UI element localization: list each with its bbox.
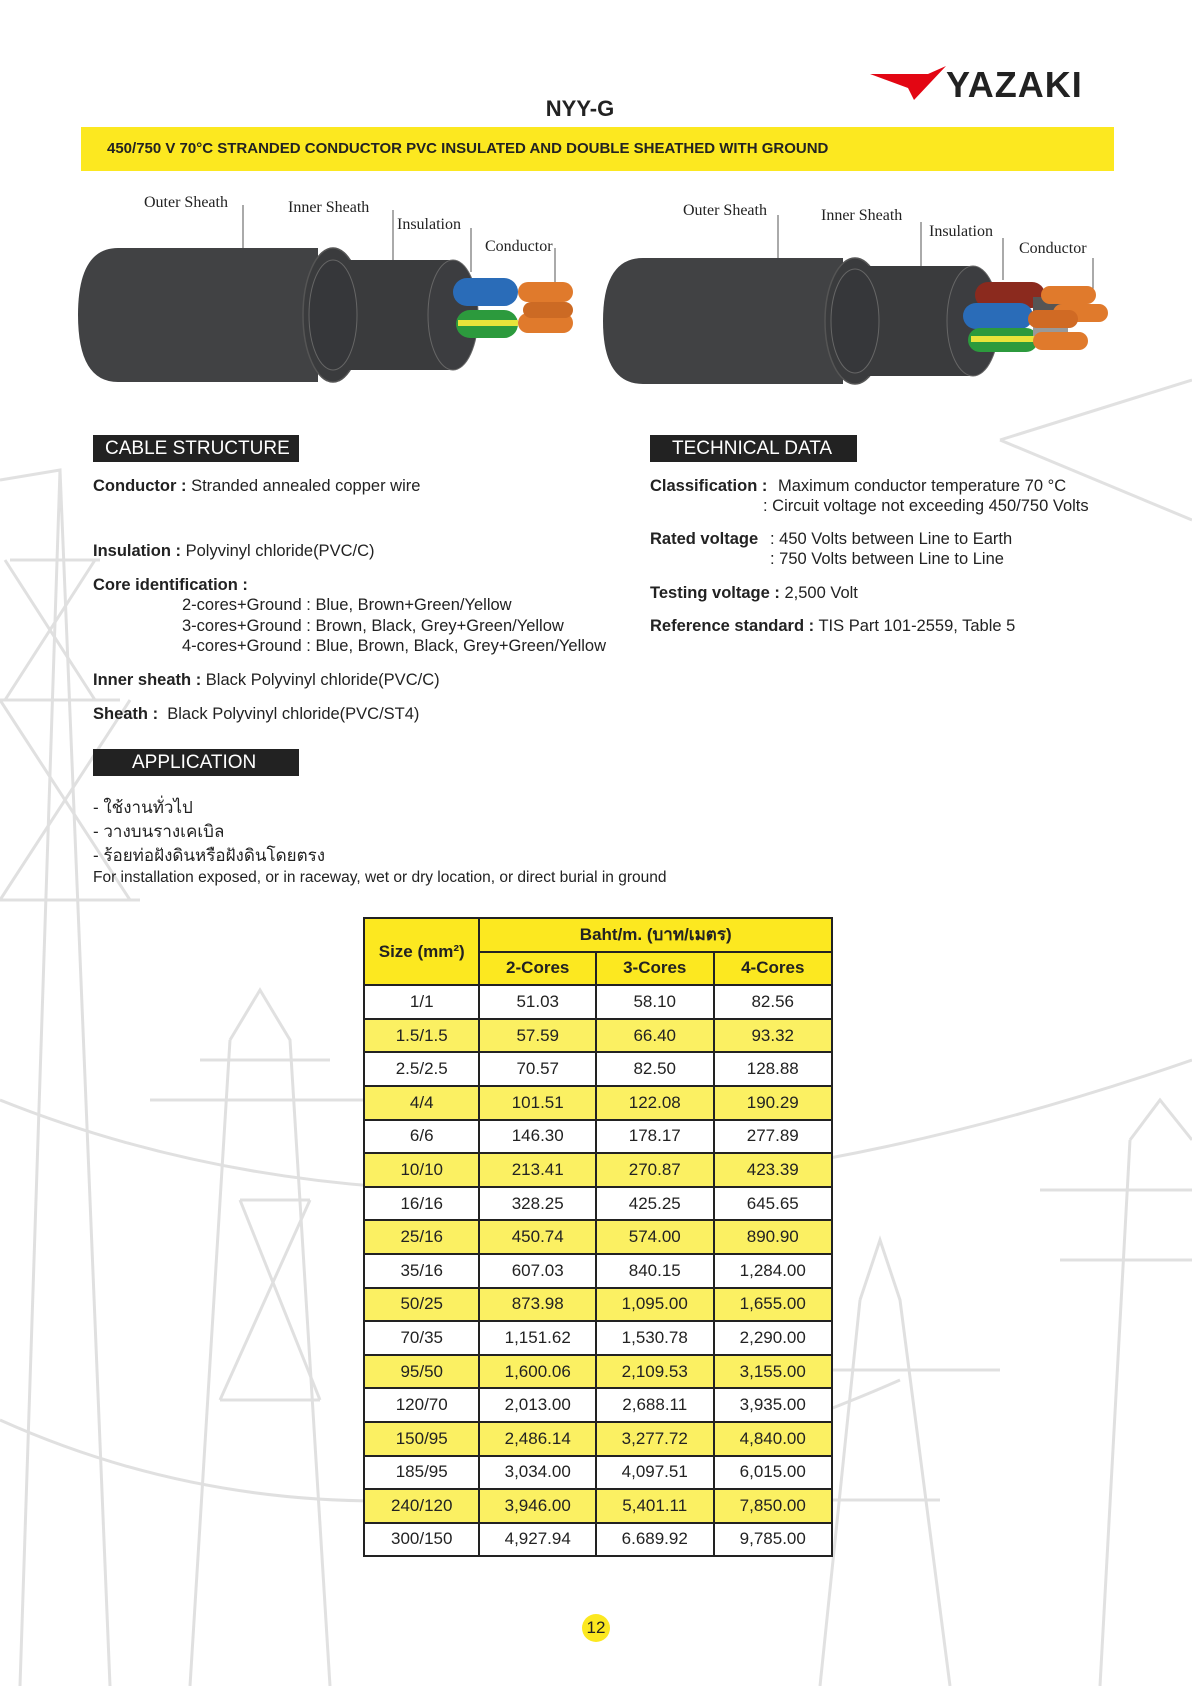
size-cell: 70/35 (364, 1321, 479, 1355)
price-cell: 57.59 (479, 1019, 596, 1053)
price-cell: 3,277.72 (596, 1422, 714, 1456)
table-row (364, 1187, 832, 1221)
classification-line: : Circuit voltage not exceeding 450/750 Volts (763, 497, 1089, 515)
price-cell: 93.32 (714, 1019, 833, 1053)
size-cell: 25/16 (364, 1220, 479, 1254)
core-identification-line: 4-cores+Ground : Blue, Brown, Black, Grey+Green/Yellow (182, 637, 607, 655)
table-row (364, 1321, 832, 1355)
inner-sheath-value: Black Polyvinyl chloride(PVC/C) (205, 671, 440, 689)
price-cell: 3,155.00 (714, 1355, 833, 1389)
price-cell: 1,095.00 (596, 1288, 714, 1322)
price-table-body (364, 985, 832, 1556)
size-cell: 1/1 (364, 985, 479, 1019)
classification-line: Maximum conductor temperature 70 °C (778, 477, 1067, 495)
size-cell: 95/50 (364, 1355, 479, 1389)
table-row (364, 1388, 832, 1422)
price-cell: 607.03 (479, 1254, 596, 1288)
price-cell: 645.65 (714, 1187, 833, 1221)
size-cell: 2.5/2.5 (364, 1052, 479, 1086)
price-cell: 3,946.00 (479, 1489, 596, 1523)
price-cell: 6.689.92 (596, 1523, 714, 1557)
price-cell: 270.87 (596, 1153, 714, 1187)
price-cell: 1,530.78 (596, 1321, 714, 1355)
application-thai-line: - วางบนรางเคเบิล (93, 822, 225, 841)
price-cell: 2,109.53 (596, 1355, 714, 1389)
size-cell: 120/70 (364, 1388, 479, 1422)
testing-voltage-value: 2,500 Volt (784, 584, 858, 602)
label-insulation: Insulation (397, 216, 461, 233)
size-cell: 185/95 (364, 1456, 479, 1490)
reference-standard-spec (650, 617, 1015, 636)
label-outer-sheath: Outer Sheath (683, 202, 767, 219)
price-cell: 70.57 (479, 1052, 596, 1086)
price-cell: 840.15 (596, 1254, 714, 1288)
price-cell: 277.89 (714, 1120, 833, 1154)
table-row (364, 1288, 832, 1322)
size-cell: 10/10 (364, 1153, 479, 1187)
price-cell: 122.08 (596, 1086, 714, 1120)
reference-standard-value: TIS Part 101-2559, Table 5 (818, 617, 1016, 635)
price-cell: 328.25 (479, 1187, 596, 1221)
table-row (364, 1220, 832, 1254)
price-cell: 190.29 (714, 1086, 833, 1120)
rated-voltage-line: : 750 Volts between Line to Line (770, 550, 1004, 568)
core-identification-label: Core identification : (93, 576, 248, 594)
technical-data-heading-text: TECHNICAL DATA (672, 438, 833, 459)
price-cell: 1,151.62 (479, 1321, 596, 1355)
price-cell: 82.50 (596, 1052, 714, 1086)
price-cell: 425.25 (596, 1187, 714, 1221)
label-conductor: Conductor (485, 238, 553, 255)
conductor-value: Stranded annealed copper wire (191, 477, 421, 495)
price-cell: 101.51 (479, 1086, 596, 1120)
cable-illustration-2-core (78, 190, 598, 390)
table-row (364, 1456, 832, 1490)
testing-voltage-spec (650, 584, 858, 603)
cable-structure-heading-text: CABLE STRUCTURE (105, 438, 290, 459)
table-row (364, 1086, 832, 1120)
price-cell: 128.88 (714, 1052, 833, 1086)
price-cell: 5,401.11 (596, 1489, 714, 1523)
price-cell: 66.40 (596, 1019, 714, 1053)
insulation-value: Polyvinyl chloride(PVC/C) (185, 542, 375, 560)
price-cell: 51.03 (479, 985, 596, 1019)
size-cell: 150/95 (364, 1422, 479, 1456)
price-cell: 7,850.00 (714, 1489, 833, 1523)
label-outer-sheath: Outer Sheath (144, 194, 228, 211)
size-cell: 6/6 (364, 1120, 479, 1154)
price-cell: 4,097.51 (596, 1456, 714, 1490)
price-cell: 213.41 (479, 1153, 596, 1187)
core-identification-line: 3-cores+Ground : Brown, Black, Grey+Green/Yellow (182, 617, 564, 635)
sheath-value: Black Polyvinyl chloride(PVC/ST4) (167, 705, 420, 723)
application-thai-line: - ใช้งานทั่วไป (93, 798, 193, 817)
sheath-label: Sheath : (93, 705, 159, 723)
sheath-spec (93, 705, 419, 724)
insulation-spec (93, 542, 374, 561)
price-cell: 1,600.06 (479, 1355, 596, 1389)
cable-structure-heading (93, 435, 299, 462)
size-cell: 16/16 (364, 1187, 479, 1221)
table-row (364, 1523, 832, 1557)
inner-sheath-label: Inner sheath : (93, 671, 202, 689)
core-header-2: 2-Cores (479, 952, 596, 986)
price-cell: 873.98 (479, 1288, 596, 1322)
testing-voltage-label: Testing voltage : (650, 584, 780, 602)
label-conductor: Conductor (1019, 240, 1087, 257)
price-cell: 2,290.00 (714, 1321, 833, 1355)
price-cell: 2,013.00 (479, 1388, 596, 1422)
label-insulation: Insulation (929, 223, 993, 240)
table-row (364, 1489, 832, 1523)
core-header-4: 4-Cores (714, 952, 833, 986)
core-header-3: 3-Cores (596, 952, 714, 986)
table-row (364, 1355, 832, 1389)
reference-standard-label: Reference standard : (650, 617, 815, 635)
application-heading-text: APPLICATION (132, 752, 257, 773)
table-row (364, 1019, 832, 1053)
price-cell: 82.56 (714, 985, 833, 1019)
size-header: Size (mm²) (364, 918, 479, 985)
core-identification-line: 2-cores+Ground : Blue, Brown+Green/Yellow (182, 596, 512, 614)
inner-sheath-spec (93, 671, 440, 690)
price-cell: 3,935.00 (714, 1388, 833, 1422)
price-cell: 2,688.11 (596, 1388, 714, 1422)
price-cell: 574.00 (596, 1220, 714, 1254)
price-cell: 178.17 (596, 1120, 714, 1154)
label-inner-sheath: Inner Sheath (288, 199, 370, 216)
price-cell: 58.10 (596, 985, 714, 1019)
price-cell: 2,486.14 (479, 1422, 596, 1456)
classification-label: Classification : (650, 477, 768, 495)
price-cell: 3,034.00 (479, 1456, 596, 1490)
cable-diagram-4-core (603, 200, 1123, 400)
price-cell: 146.30 (479, 1120, 596, 1154)
conductor-label: Conductor : (93, 477, 187, 495)
technical-data-heading (650, 435, 857, 462)
rated-voltage-line: : 450 Volts between Line to Earth (770, 530, 1013, 548)
price-cell: 9,785.00 (714, 1523, 833, 1557)
application-thai-line: - ร้อยท่อฝังดินหรือฝังดินโดยตรง (93, 846, 326, 865)
table-row (364, 1120, 832, 1154)
price-cell: 4,927.94 (479, 1523, 596, 1557)
size-cell: 50/25 (364, 1288, 479, 1322)
size-cell: 300/150 (364, 1523, 479, 1557)
table-header-row (364, 918, 832, 952)
page-number: 12 (582, 1614, 610, 1642)
application-english-line: For installation exposed, or in raceway, wet or dry location, or direct burial in ground (93, 869, 667, 886)
product-description-banner (81, 127, 1114, 171)
table-row (364, 1254, 832, 1288)
table-row (364, 1422, 832, 1456)
size-cell: 240/120 (364, 1489, 479, 1523)
rated-voltage-label: Rated voltage (650, 530, 759, 548)
price-header: Baht/m. (บาท/เมตร) (479, 918, 832, 952)
size-cell: 4/4 (364, 1086, 479, 1120)
price-cell: 450.74 (479, 1220, 596, 1254)
conductor-spec (93, 477, 420, 496)
table-row (364, 1153, 832, 1187)
brand-name: YAZAKI (946, 64, 1083, 105)
insulation-label: Insulation : (93, 542, 181, 560)
price-cell: 6,015.00 (714, 1456, 833, 1490)
table-row (364, 985, 832, 1019)
price-cell: 423.39 (714, 1153, 833, 1187)
price-cell: 890.90 (714, 1220, 833, 1254)
cable-illustration-4-core (603, 200, 1123, 400)
price-cell: 4,840.00 (714, 1422, 833, 1456)
label-inner-sheath: Inner Sheath (821, 207, 903, 224)
size-cell: 35/16 (364, 1254, 479, 1288)
cable-diagram-2-core (78, 190, 598, 390)
page-title: NYY-G (545, 96, 615, 121)
product-description: 450/750 V 70°C STRANDED CONDUCTOR PVC INSULATED AND DOUBLE SHEATHED WITH GROUND (107, 140, 829, 157)
price-cell: 1,284.00 (714, 1254, 833, 1288)
price-cell: 1,655.00 (714, 1288, 833, 1322)
price-table (363, 917, 833, 1557)
table-row (364, 1052, 832, 1086)
application-heading (93, 749, 299, 776)
size-cell: 1.5/1.5 (364, 1019, 479, 1053)
